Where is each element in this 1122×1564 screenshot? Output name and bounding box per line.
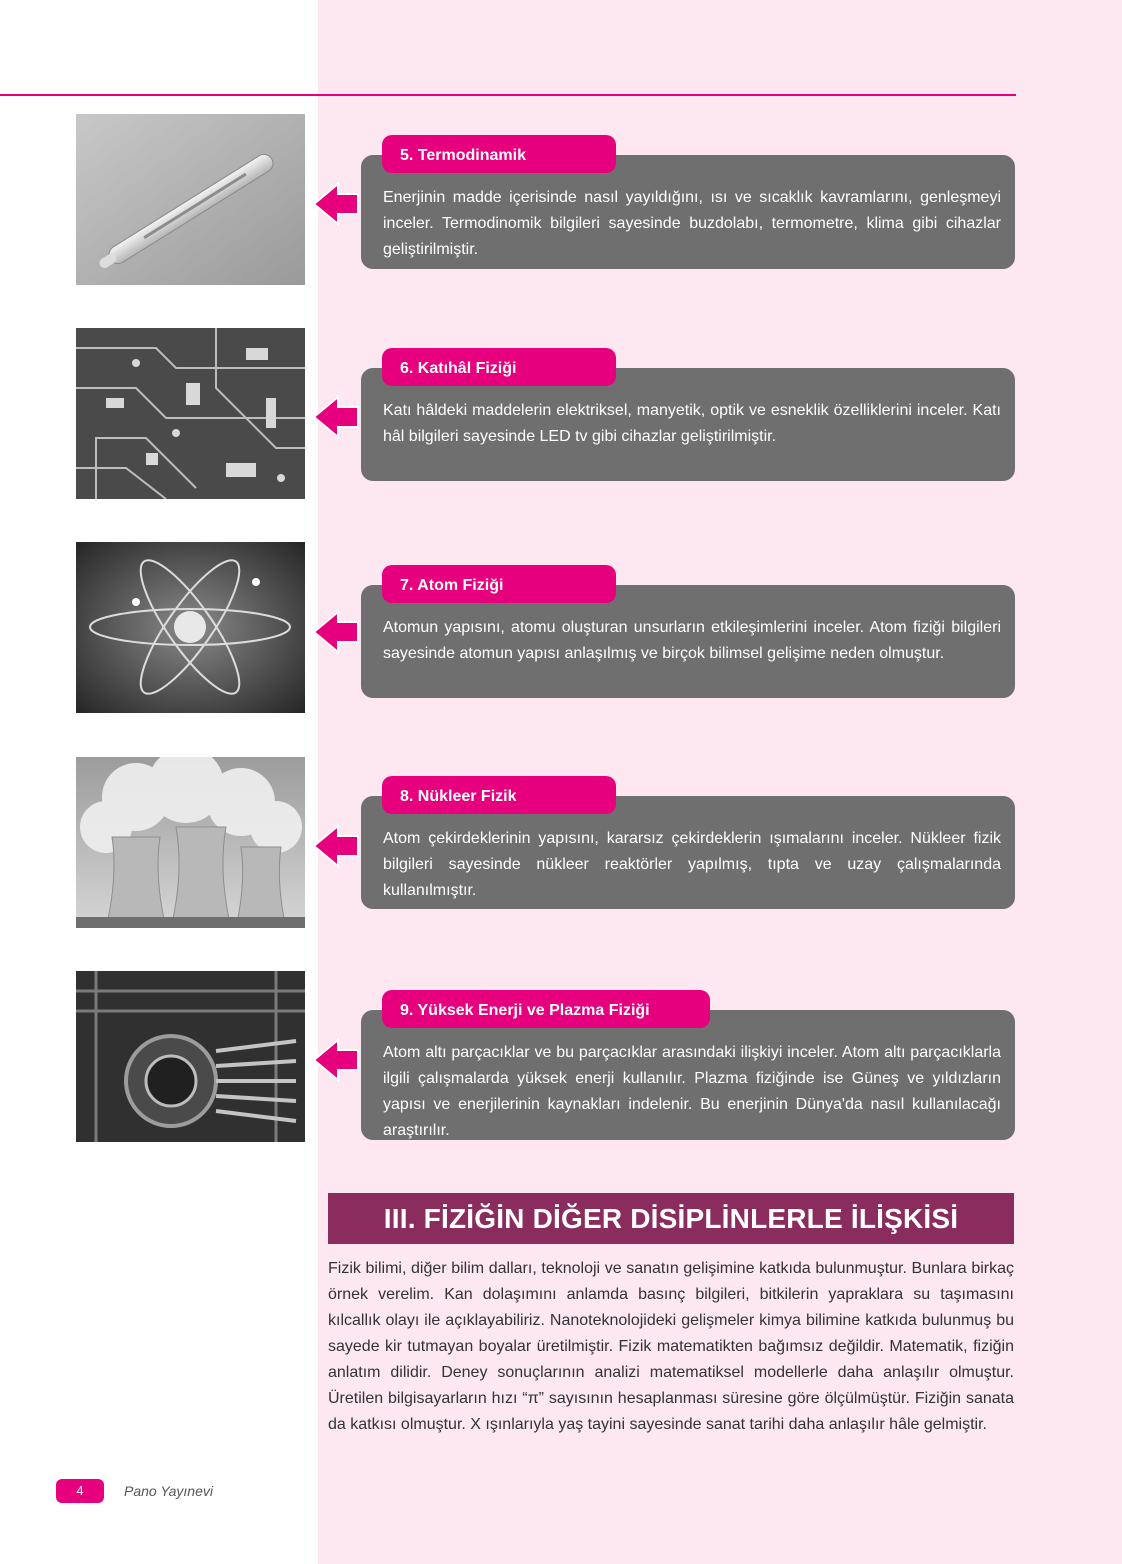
section-description: Atomun yapısını, atomu oluşturan unsurların etkileşimlerini inceler. Atom fiziği bilgileri sayesinde atomun yapısı anlaşılmış ve birçok bilimsel gelişime neden olmuştur. <box>383 619 1001 662</box>
section-title-tab: 6. Katıhâl Fiziği <box>382 348 616 386</box>
section-title-tab: 9. Yüksek Enerji ve Plazma Fiziği <box>382 990 710 1028</box>
top-rule <box>0 94 1016 96</box>
body-paragraph: Fizik bilimi, diğer bilim dalları, teknoloji ve sanatın gelişimine katkıda bulunmuştur. Bunlara birkaç örnek verelim. Kan dolaşımını anlamda basınç bilgileri, bitkilerin yapraklara su taşımasını kılcallık olayı ile açıklayabiliriz. Nanoteknolojideki gelişmeler kimya bilimine katkıda bulunmuş bu sayede kir tutmayan boyalar üretilmiştir. Fizik matematikten bağımsız değildir. Matematik, fiziğin anlatım dilidir. Deney sonuçlarının analizi matematiksel modellerle daha anlaşılır olmuştur. Üretilen bilgisayarların hızı “π” sayısının hesaplanması süresine göre ölçülmüştür. Fiziğin sanata da katkısı olmuştur. X ışınlarıyla yaş tayini sayesinde sanat tarihi daha anlaşılır hâle gelmiştir. <box>328 1260 1014 1433</box>
atom-photo <box>76 542 305 713</box>
publisher-name: Pano Yayınevi <box>124 1483 213 1499</box>
circuit-board-photo <box>76 328 305 499</box>
section-description: Atom çekirdeklerinin yapısını, kararsız çekirdeklerin ışımalarını inceler. Nükleer fizik bilgileri sayesinde nükleer reaktörler yapılmış, tıpta ve uzay çalışmalarında kullanılmıştır. <box>383 830 1001 899</box>
section-card <box>361 1010 1015 1140</box>
section-title-tab: 7. Atom Fiziği <box>382 565 616 603</box>
pointer-arrow-icon <box>312 393 360 441</box>
pointer-arrow-icon <box>312 180 360 228</box>
section-description: Atom altı parçacıklar ve bu parçacıklar arasındaki ilişkiyi inceler. Atom altı parçacıklarla ilgili çalışmalarda yüksek enerji kullanılır. Plazma fiziğinde ise Güneş ve yıldızların yapısı ve enerjilerinin kaynakları indelenir. Bu enerjinin Dünya'da nasıl kullanılacağı araştırılır. <box>383 1044 1001 1139</box>
section-title-tab: 5. Termodinamik <box>382 135 616 173</box>
section-heading: III. FİZİĞİN DİĞER DİSİPLİNLERLE İLİŞKİSİ <box>328 1193 1014 1244</box>
pointer-arrow-icon <box>312 822 360 870</box>
particle-detector-photo <box>76 971 305 1142</box>
cooling-towers-photo <box>76 757 305 928</box>
section-description: Enerjinin madde içerisinde nasıl yayıldığını, ısı ve sıcaklık kavramlarını, genleşmeyi inceler. Termodinomik bilgileri sayesinde buzdolabı, termometre, klima gibi cihazlar geliştirilmiştir. <box>383 189 1001 258</box>
section-description: Katı hâldeki maddelerin elektriksel, manyetik, optik ve esneklik özelliklerini inceler. Katı hâl bilgileri sayesinde LED tv gibi cihazlar geliştirilmiştir. <box>383 402 1001 445</box>
pointer-arrow-icon <box>312 1036 360 1084</box>
pointer-arrow-icon <box>312 608 360 656</box>
thermometer-photo <box>76 114 305 285</box>
page-number: 4 <box>56 1479 104 1503</box>
section-title-tab: 8. Nükleer Fizik <box>382 776 616 814</box>
